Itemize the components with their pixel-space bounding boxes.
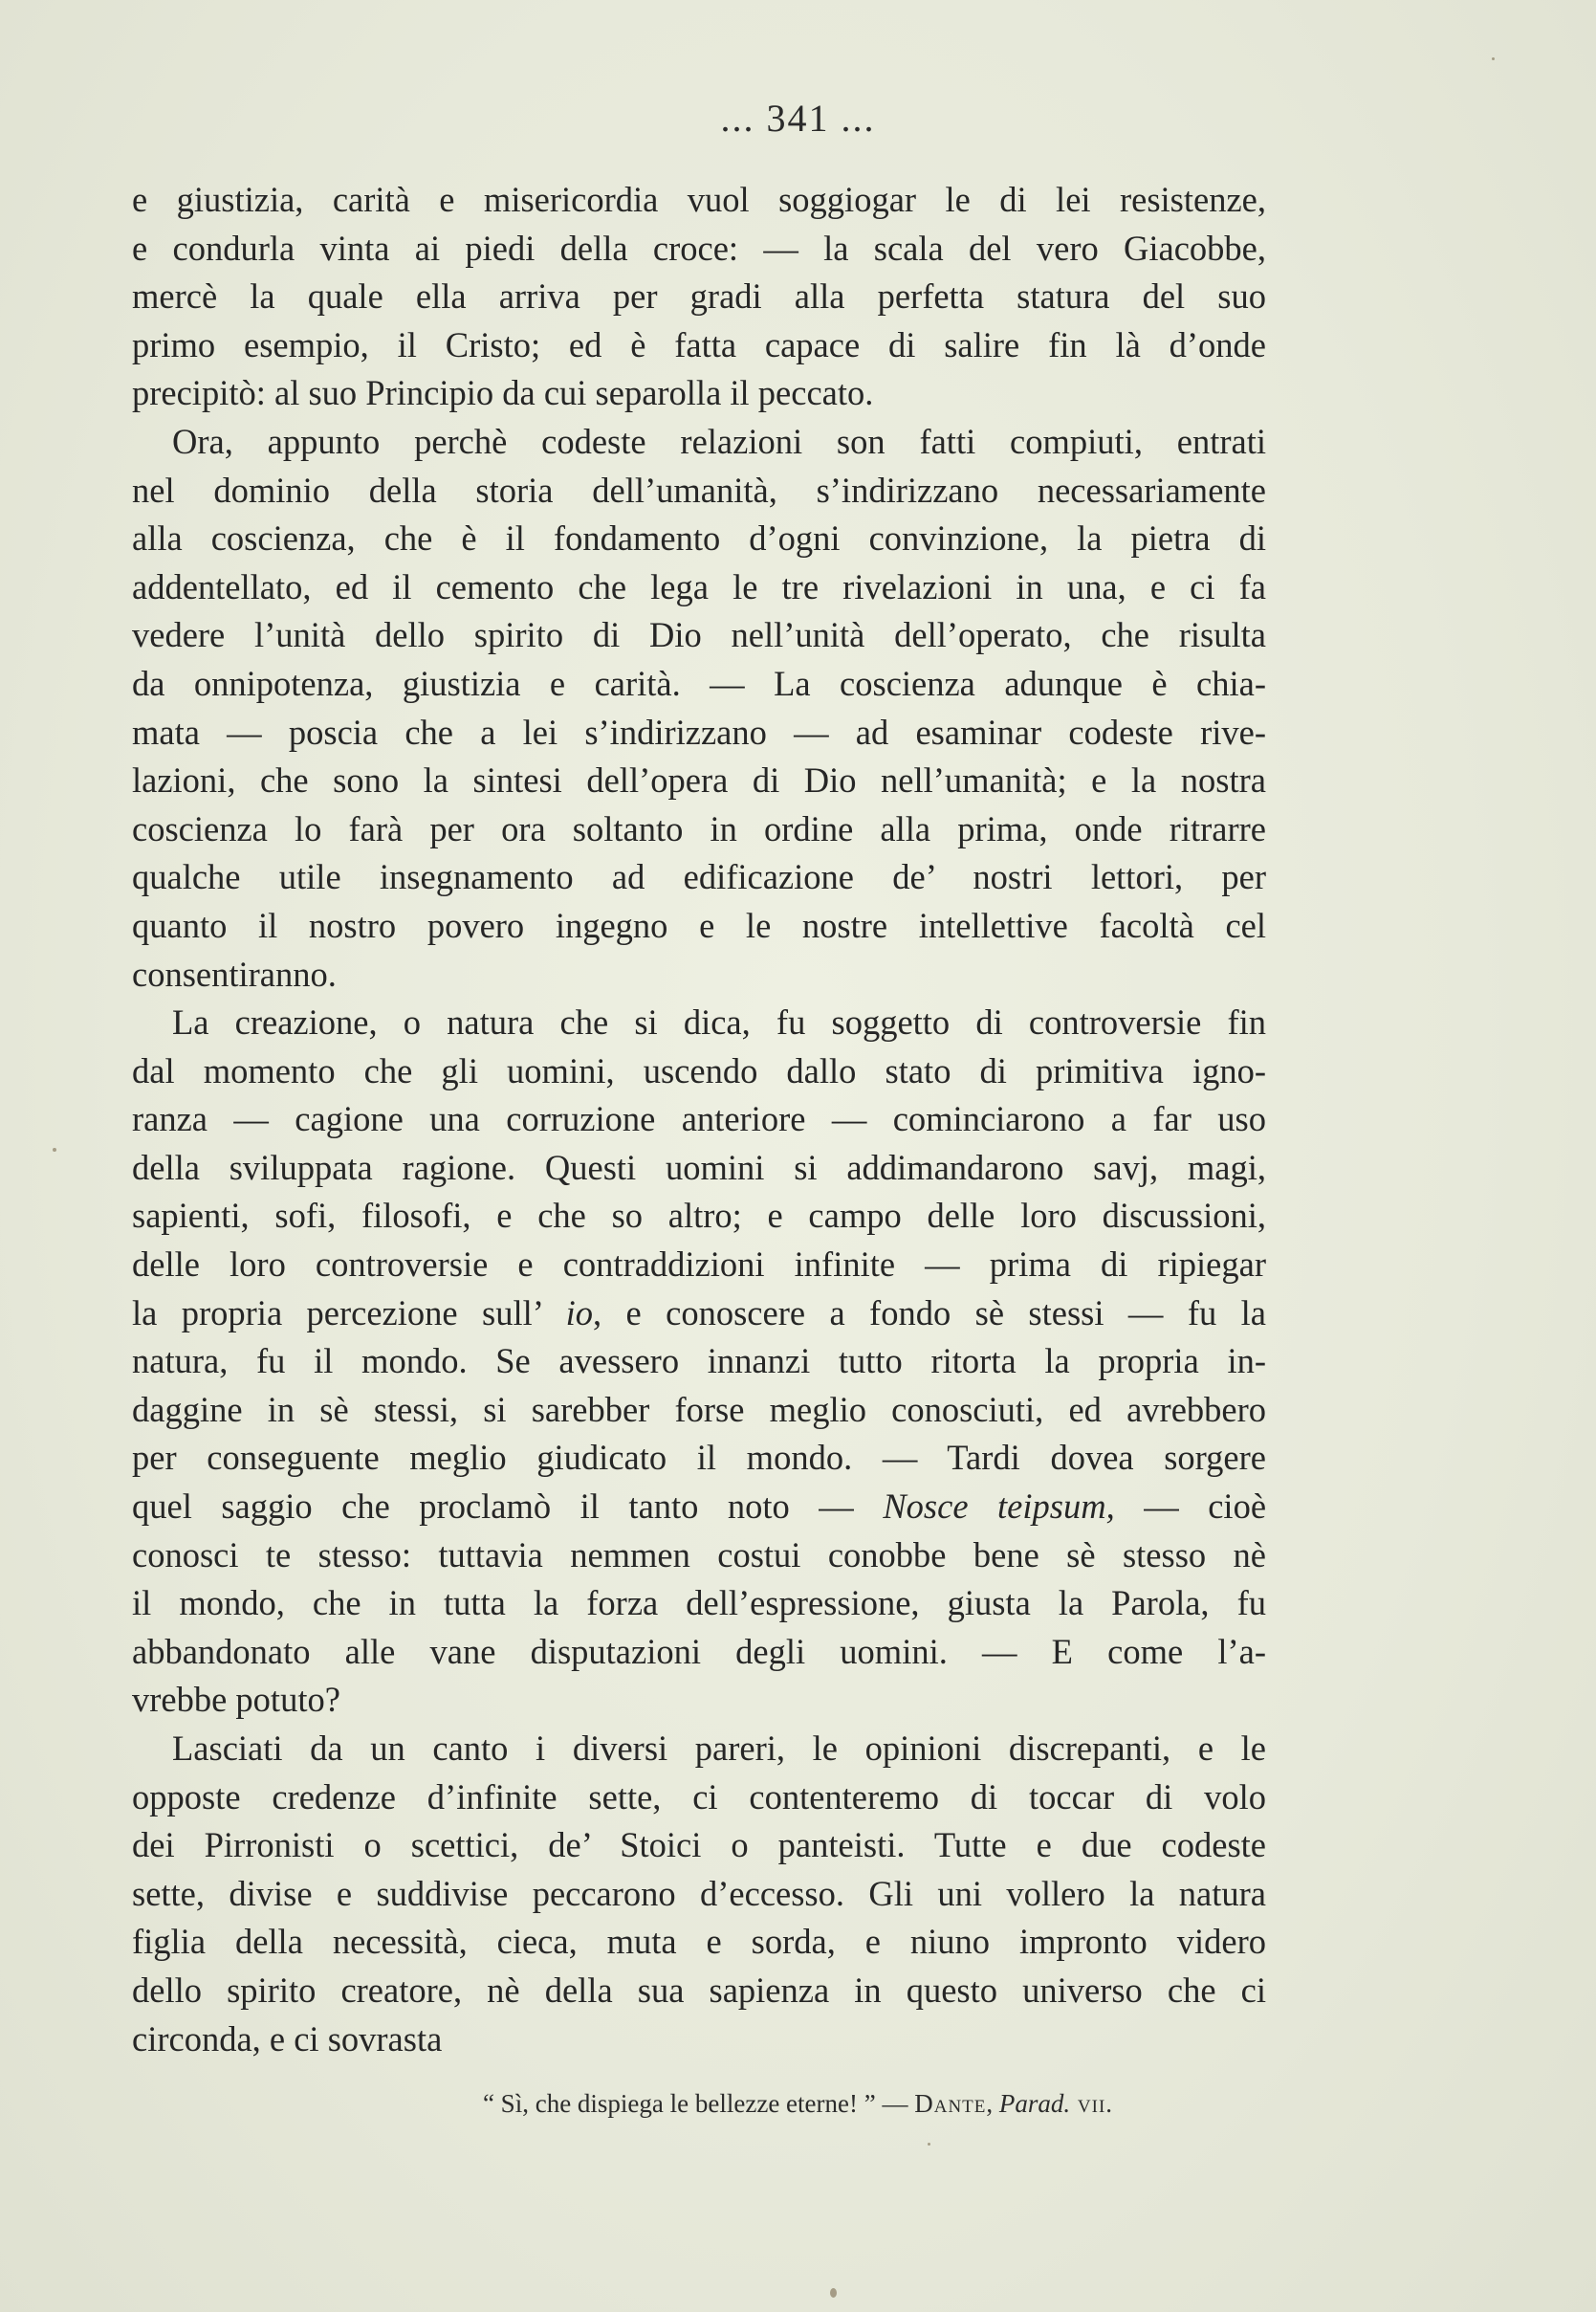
- text-line: [132, 1241, 1266, 1289]
- line-text: quel saggio che proclamò il tanto noto —: [132, 1486, 884, 1527]
- line-text: lazioni, che sono la sintesi dell’opera di Dio nell’umanità; e la nostra: [132, 760, 1266, 801]
- text-line: [132, 1773, 1266, 1822]
- line-text: consentiranno.: [132, 954, 337, 994]
- line-text: coscienza lo farà per ora soltanto in ordine alla prima, onde ritrarre: [132, 808, 1266, 848]
- line-text: ranza — cagione una corruzione anteriore — cominciarono a far uso: [132, 1099, 1266, 1139]
- text-line: [132, 467, 1266, 516]
- text-line: [132, 611, 1266, 660]
- page-number: ... 341 ...: [720, 97, 876, 140]
- line-text: dei Pirronisti o scettici, de’ Stoici o panteisti. Tutte e due codeste: [132, 1825, 1266, 1865]
- epigraph-separator: ,: [986, 2089, 999, 2118]
- line-text: mata — poscia che a lei s’indirizzano — ad esaminar codeste rive-: [132, 712, 1266, 752]
- text-line: [132, 1676, 1266, 1725]
- line-text-after: — cioè: [1114, 1486, 1266, 1527]
- line-text: mercè la quale ella arriva per gradi alla perfetta statura del suo: [132, 276, 1266, 317]
- text-line: [132, 1095, 1266, 1144]
- text-line: [132, 176, 1266, 225]
- line-text: addentellato, ed il cemento che lega le tre rivelazioni in una, e ci fa: [132, 566, 1266, 606]
- text-line: [132, 1434, 1266, 1483]
- text-line: [132, 515, 1266, 563]
- line-text: sette, divise e suddivise peccarono d’eccesso. Gli uni vollero la natura: [132, 1873, 1266, 1913]
- line-text: quanto il nostro povero ingegno e le nostre intellettive facoltà cel: [132, 905, 1266, 945]
- text-line: [132, 1531, 1266, 1580]
- line-text: e condurla vinta ai piedi della croce: — la scala del vero Giacobbe,: [132, 228, 1266, 268]
- line-text: per conseguente meglio giudicato il mondo. — Tardi dovea sorgere: [132, 1438, 1266, 1478]
- text-line: [132, 951, 1266, 1000]
- line-text: il mondo, che in tutta la forza dell’espressione, giusta la Parola, fu: [132, 1583, 1266, 1623]
- line-italic: Nosce teipsum,: [883, 1486, 1115, 1527]
- line-text: dal momento che gli uomini, uscendo dallo stato di primitiva igno-: [132, 1050, 1266, 1090]
- line-text: natura, fu il mondo. Se avessero innanzi tutto ritorta la propria in-: [132, 1341, 1266, 1381]
- line-text: la propria percezione sull’: [132, 1292, 566, 1332]
- text-line: [132, 563, 1266, 612]
- line-text: daggine in sè stessi, si sarebber forse meglio conosciuti, ed avrebbero: [132, 1389, 1266, 1429]
- line-text: alla coscienza, che è il fondamento d’ogni convinzione, la pietra di: [132, 518, 1266, 559]
- text-line: [132, 321, 1266, 370]
- text-line: [132, 1047, 1266, 1096]
- text-line: [132, 225, 1266, 274]
- line-text: qualche utile insegnamento ad edificazione de’ nostri lettori, per: [132, 857, 1266, 897]
- text-line: [132, 1144, 1266, 1193]
- line-text: delle loro controversie e contraddizioni infinite — prima di ripiegar: [132, 1244, 1266, 1285]
- text-line: [132, 1337, 1266, 1386]
- line-text: da onnipotenza, giustizia e carità. — La coscienza adunque è chia-: [132, 663, 1266, 703]
- text-line: [132, 418, 1266, 467]
- epigraph-work: Parad.: [998, 2089, 1071, 2118]
- text-line: [132, 1918, 1266, 1967]
- text-line: [132, 902, 1266, 951]
- line-text: dello spirito creatore, nè della sua sapienza in questo universo che ci: [132, 1970, 1266, 2010]
- epigraph: [0, 2089, 1596, 2119]
- line-text: abbandonato alle vane disputazioni degli uomini. — E come l’a-: [132, 1631, 1266, 1671]
- text-line: [132, 1725, 1266, 1773]
- line-text: vedere l’unità dello spirito di Dio nell’unità dell’operato, che risulta: [132, 615, 1266, 655]
- line-text: Lasciati da un canto i diversi pareri, le opinioni discrepanti, e le: [172, 1728, 1266, 1768]
- line-text: Ora, appunto perchè codeste relazioni son fatti compiuti, entrati: [172, 421, 1266, 461]
- line-text: La creazione, o natura che si dica, fu soggetto di controversie fin: [172, 1002, 1266, 1043]
- text-line: [132, 369, 1266, 418]
- line-text: conosci te stesso: tuttavia nemmen costui conobbe bene sè stesso nè: [132, 1534, 1266, 1574]
- line-text: precipitò: al suo Principio da cui separolla il peccato.: [132, 373, 874, 413]
- text-line: [132, 1821, 1266, 1870]
- text-line: [132, 1870, 1266, 1919]
- body-text: [132, 176, 1266, 2063]
- line-text: primo esempio, il Cristo; ed è fatta capace di salire fin là d’onde: [132, 324, 1266, 364]
- line-text: vrebbe potuto?: [132, 1680, 340, 1720]
- line-text: circonda, e ci sovrasta: [132, 2018, 443, 2059]
- line-text: della sviluppata ragione. Questi uomini si addimandarono savj, magi,: [132, 1147, 1266, 1187]
- epigraph-reference: vii.: [1070, 2089, 1114, 2118]
- text-line: [132, 1483, 1266, 1531]
- text-line: [132, 1628, 1266, 1677]
- text-line: [132, 2015, 1266, 2064]
- text-line: [132, 1289, 1266, 1338]
- line-text-after: , e conoscere a fondo sè stessi — fu la: [593, 1292, 1266, 1332]
- text-line: [132, 999, 1266, 1047]
- epigraph-quote: “ Sì, che dispiega le bellezze eterne! ” —: [482, 2089, 915, 2118]
- line-text: nel dominio della storia dell’umanità, s’indirizzano necessariamente: [132, 470, 1266, 510]
- text-line: [132, 853, 1266, 902]
- text-line: [132, 1967, 1266, 2015]
- text-line: [132, 805, 1266, 854]
- text-line: [132, 1192, 1266, 1241]
- text-line: [132, 660, 1266, 709]
- text-line: [132, 709, 1266, 758]
- text-line: [132, 757, 1266, 805]
- text-line: [132, 273, 1266, 321]
- text-line: [132, 1386, 1266, 1435]
- line-text: opposte credenze d’infinite sette, ci contenteremo di toccar di volo: [132, 1776, 1266, 1817]
- line-italic: io: [565, 1292, 593, 1332]
- text-line: [132, 1579, 1266, 1628]
- line-text: figlia della necessità, cieca, muta e sorda, e niuno impronto videro: [132, 1922, 1266, 1962]
- epigraph-author: Dante: [914, 2089, 987, 2118]
- line-text: sapienti, sofi, filosofi, e che so altro; e campo delle loro discussioni,: [132, 1196, 1266, 1236]
- line-text: e giustizia, carità e misericordia vuol soggiogar le di lei resistenze,: [132, 180, 1266, 219]
